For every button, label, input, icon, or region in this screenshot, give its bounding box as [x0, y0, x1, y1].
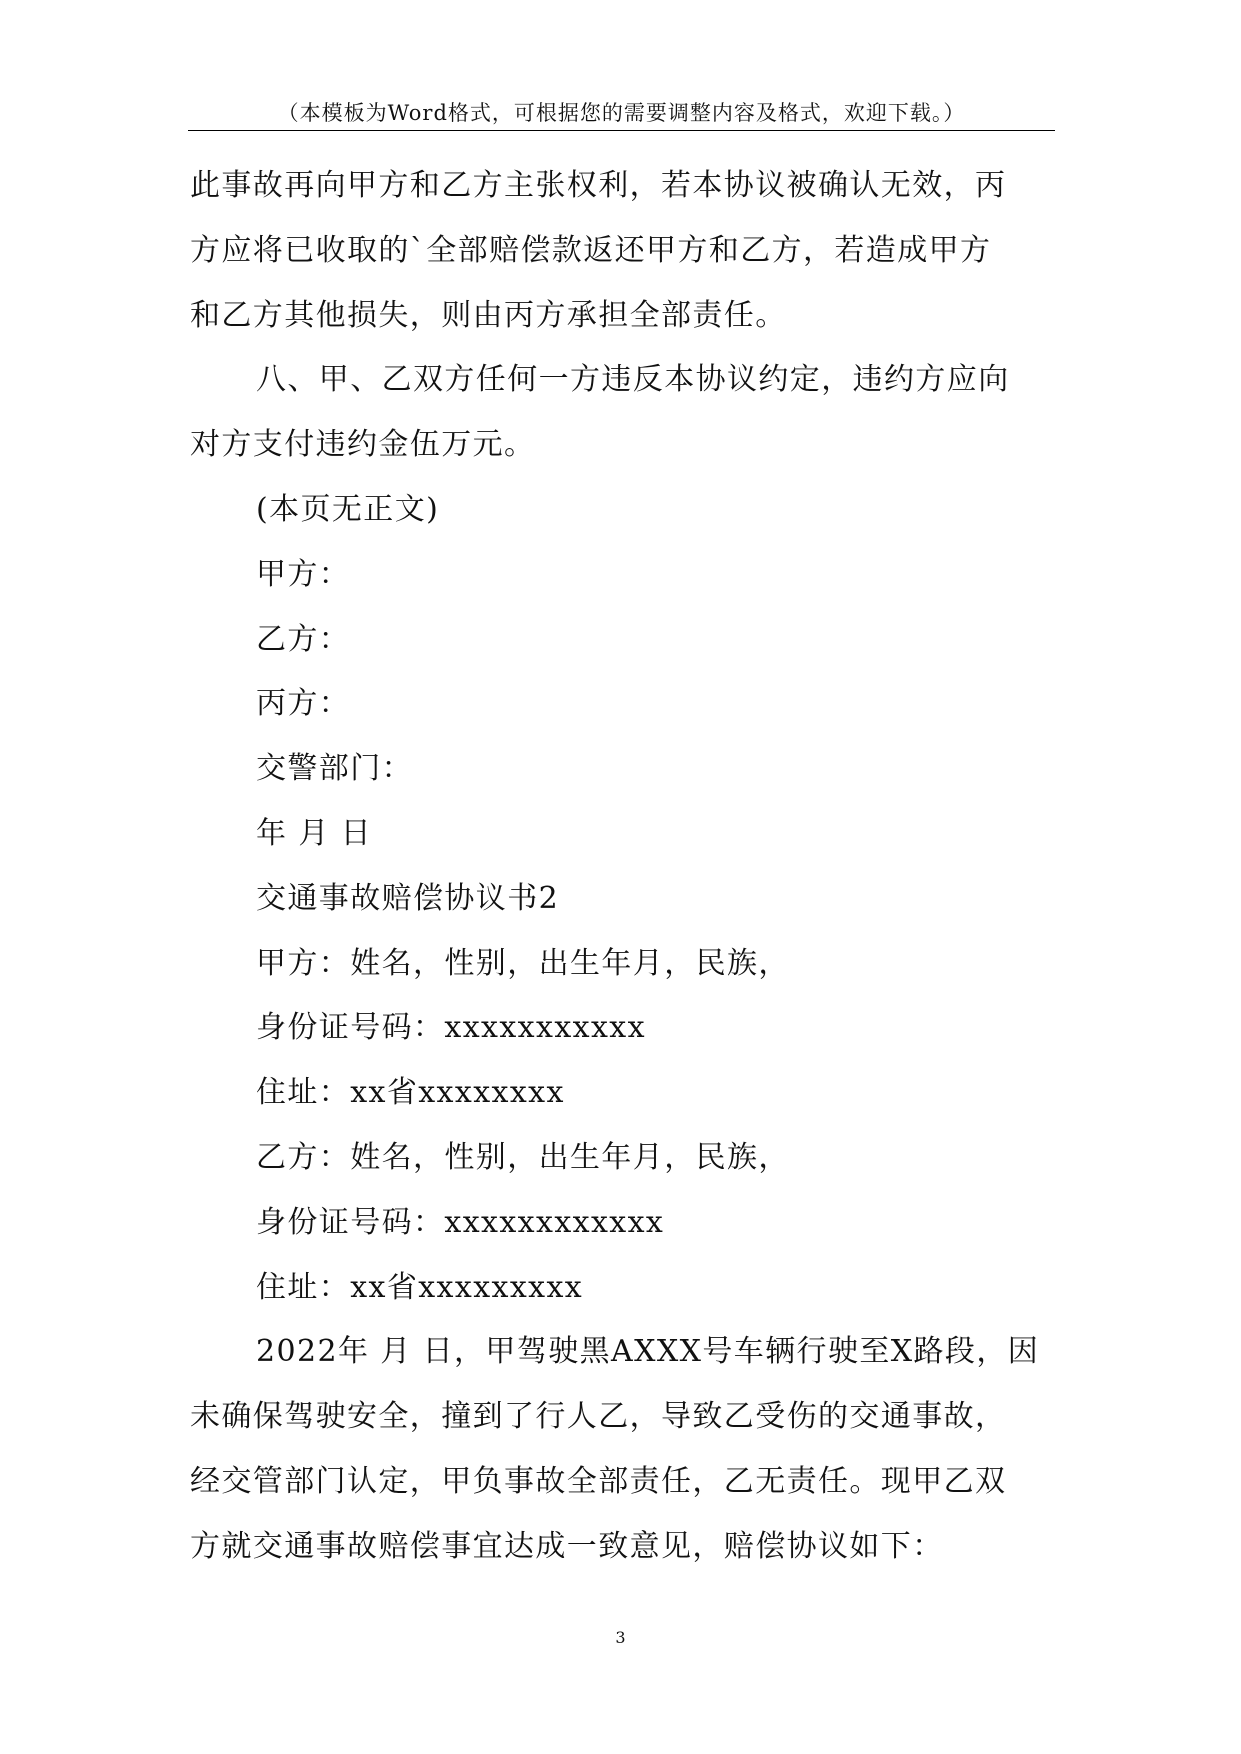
paragraph-line: 经交管部门认定，甲负事故全部责任，乙无责任。现甲乙双 [190, 1463, 1007, 1499]
document-body [190, 154, 1060, 1580]
party-b-address: 住址：xx省xxxxxxxxx [256, 1269, 584, 1305]
party-a-address: 住址：xx省xxxxxxxx [256, 1075, 565, 1111]
paragraph-line: 未确保驾驶安全，撞到了行人乙，导致乙受伤的交通事故， [190, 1399, 1007, 1435]
party-a-info: 甲方：姓名，性别，出生年月，民族， [256, 945, 790, 981]
traffic-police-label: 交警部门： [256, 751, 413, 787]
paragraph-line: 和乙方其他损失，则由丙方承担全部责任。 [190, 297, 787, 333]
paragraph-line: 此事故再向甲方和乙方主张权利，若本协议被确认无效，丙 [190, 168, 1007, 203]
paragraph-line: 对方支付违约金伍万元。 [190, 427, 536, 463]
page-number: 3 [615, 1628, 626, 1647]
party-b-id-number: 身份证号码：xxxxxxxxxxxx [256, 1204, 665, 1240]
party-a-id-number: 身份证号码：xxxxxxxxxxx [256, 1010, 646, 1046]
party-b-signature-label: 乙方： [256, 621, 351, 657]
paragraph-line: 八、甲、乙双方任何一方违反本协议约定，违约方应向 [256, 362, 1010, 398]
paragraph-line: 方应将已收取的`全部赔偿款返还甲方和乙方，若造成甲方 [190, 232, 992, 268]
date-line: 年 月 日 [256, 815, 373, 851]
no-content-note: (本页无正文) [256, 491, 440, 527]
party-b-info: 乙方：姓名，性别，出生年月，民族， [256, 1139, 790, 1175]
header-divider [188, 130, 1055, 131]
party-a-signature-label: 甲方： [256, 556, 351, 592]
paragraph-line: 2022年 月 日，甲驾驶黑AXXX号车辆行驶至X路段，因 [256, 1334, 1040, 1370]
agreement-title: 交通事故赔偿协议书2 [256, 880, 560, 916]
paragraph-line: 方就交通事故赔偿事宜达成一致意见，赔偿协议如下： [190, 1528, 944, 1564]
party-c-signature-label: 丙方： [256, 686, 351, 722]
page-header: （本模板为Word格式，可根据您的需要调整内容及格式，欢迎下载。） [277, 101, 966, 125]
